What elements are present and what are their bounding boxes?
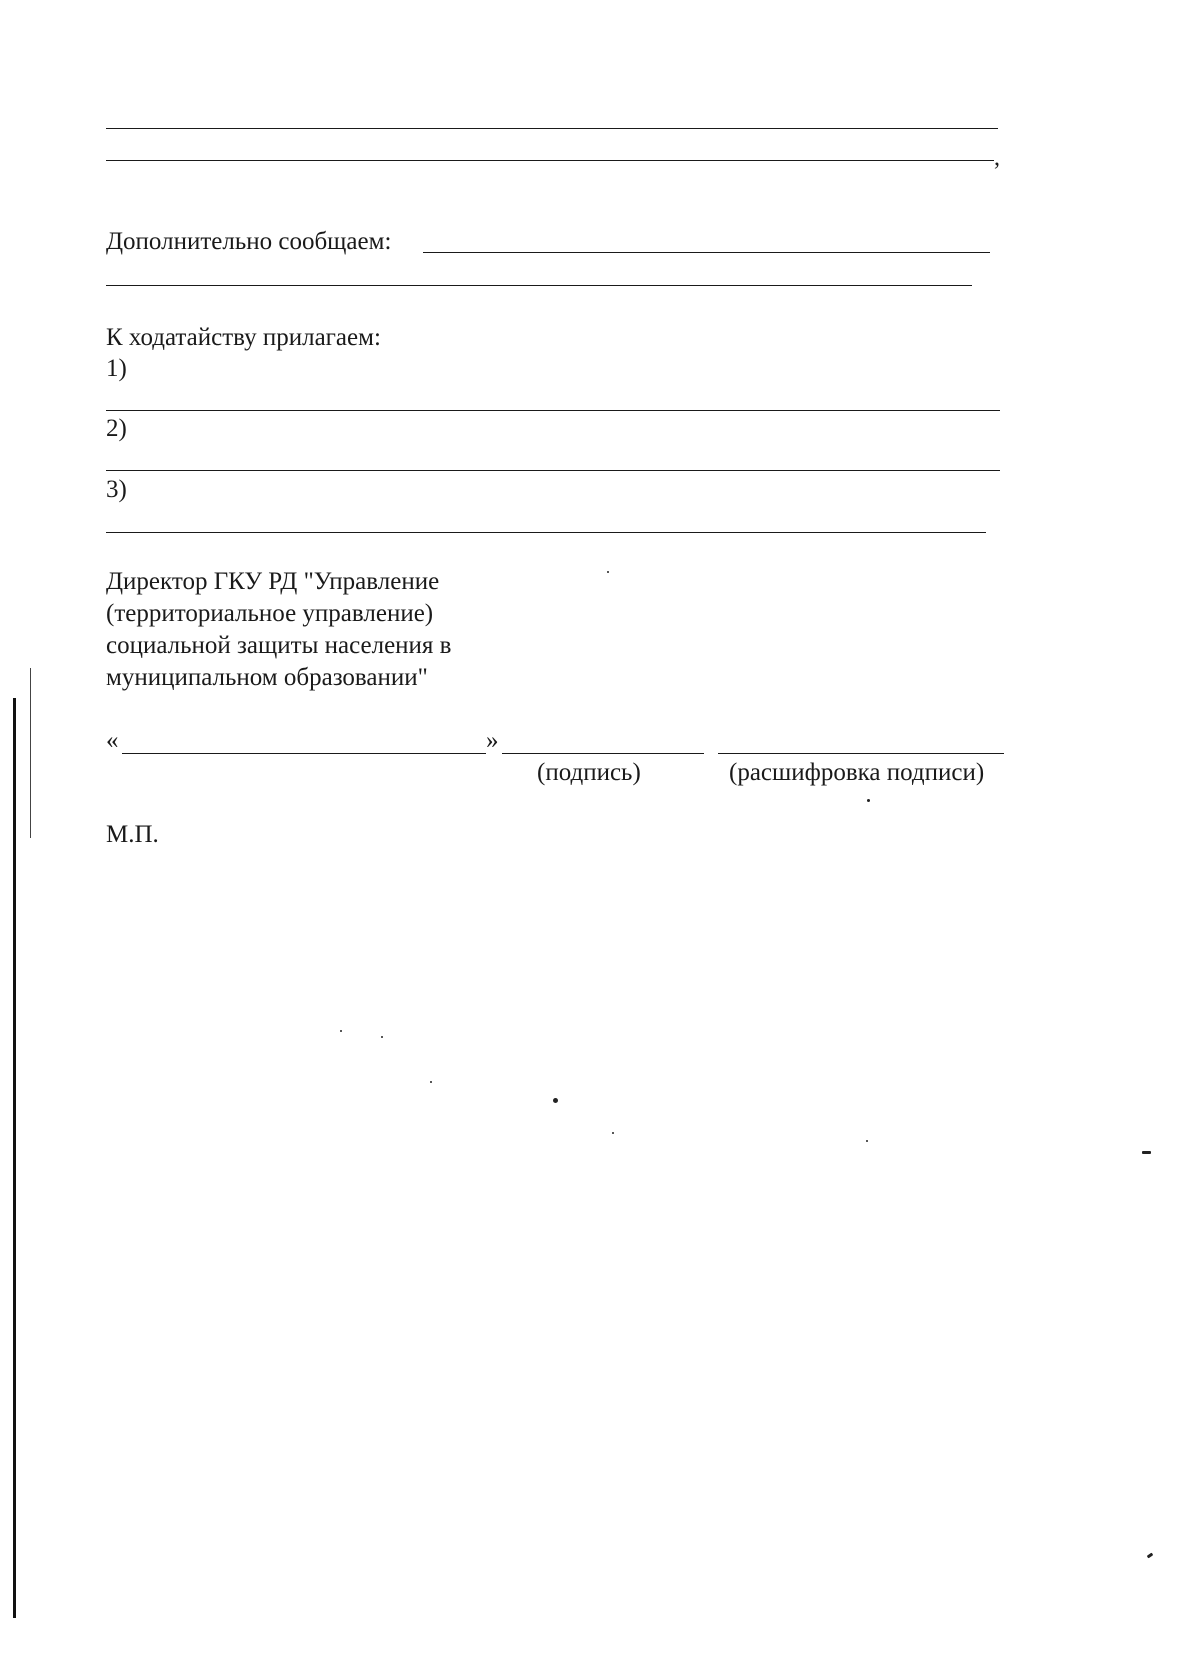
date-close-quote: » xyxy=(486,727,499,754)
additional-info-field-2[interactable] xyxy=(106,285,972,286)
scan-speck xyxy=(867,799,870,802)
scan-speck xyxy=(1142,1151,1151,1154)
signature-field[interactable] xyxy=(502,753,704,754)
scan-speck xyxy=(612,1132,614,1134)
director-title-line: (территориальное управление) xyxy=(106,600,434,627)
scan-speck xyxy=(607,571,609,573)
signature-transcript-caption: (расшифровка подписи) xyxy=(729,759,985,786)
signature-caption: (подпись) xyxy=(537,759,641,786)
signature-transcript-field[interactable] xyxy=(718,753,1004,754)
attachments-label: К ходатайству прилагаем: xyxy=(106,324,381,351)
additional-info-label: Дополнительно сообщаем: xyxy=(106,228,392,255)
scan-edge-line xyxy=(13,698,16,1618)
scan-speck xyxy=(866,1140,868,1142)
scan-speck xyxy=(1147,1553,1154,1559)
director-title-line: Директор ГКУ РД "Управление xyxy=(106,568,440,595)
director-title-line: социальной защиты населения в xyxy=(106,632,452,659)
scan-speck xyxy=(553,1098,558,1103)
attachment-field-2[interactable] xyxy=(106,470,1000,471)
scan-speck xyxy=(340,1030,342,1032)
attachment-number: 1) xyxy=(106,355,127,382)
blank-line-top-1 xyxy=(106,128,998,129)
scan-speck xyxy=(381,1036,383,1038)
director-title-line: муниципальном образовании" xyxy=(106,664,428,691)
trailing-comma: , xyxy=(994,145,1000,171)
attachment-field-3[interactable] xyxy=(106,532,986,533)
stamp-place-label: М.П. xyxy=(106,821,159,848)
scan-edge-thin-line xyxy=(30,668,31,838)
scan-speck xyxy=(430,1081,432,1083)
date-field[interactable] xyxy=(122,753,486,754)
date-open-quote: « xyxy=(106,727,119,754)
attachment-number: 3) xyxy=(106,476,127,503)
additional-info-field-1[interactable] xyxy=(423,252,990,253)
blank-line-top-2 xyxy=(106,160,994,161)
attachment-field-1[interactable] xyxy=(106,410,1000,411)
attachment-number: 2) xyxy=(106,415,127,442)
